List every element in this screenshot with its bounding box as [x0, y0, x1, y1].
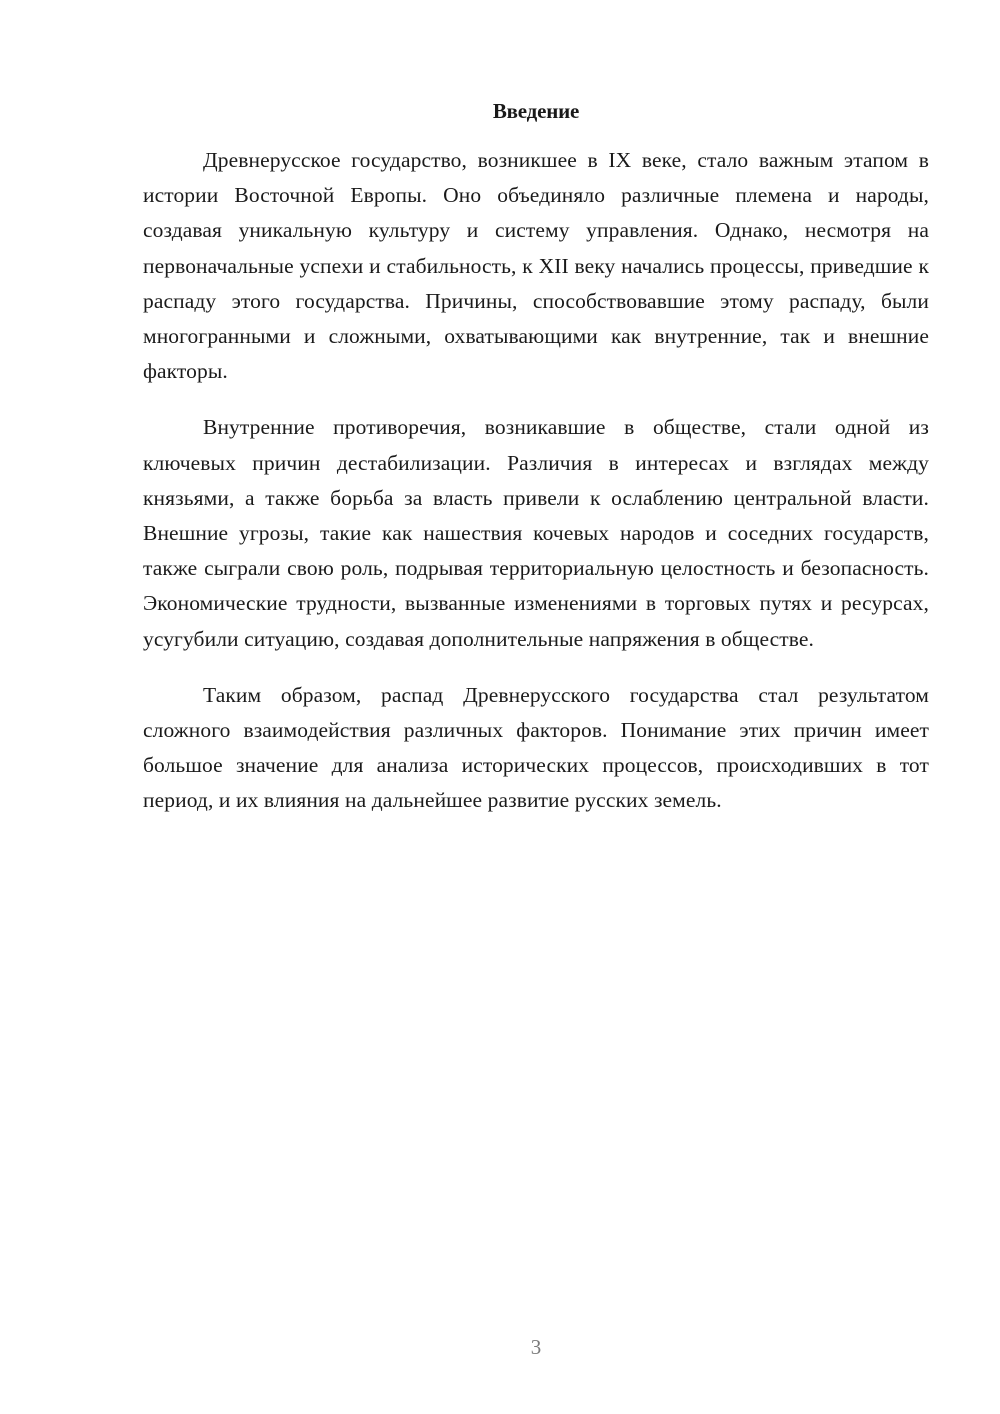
- paragraph-2: Внутренние противоречия, возникавшие в обществе, стали одной из ключевых причин дестабилизации. Различия в интересах и взглядах между князьями, а также борьба за власть привели к ослаблению центральной власти. Внешние угрозы, такие как нашествия кочевых народов и соседних государств, также сыграли свою роль, подрывая территориальную целостность и безопасность. Экономические трудности, вызванные изменениями в торговых путях и ресурсах, усугубили ситуацию, создавая дополнительные напряжения в обществе.: [143, 415, 929, 651]
- paragraph-1: Древнерусское государство, возникшее в IX веке, стало важным этапом в истории Восточной Европы. Оно объединяло различные племена и народы, создавая уникальную культуру и систему управления. Однако, несмотря на первоначальные успехи и стабильность, к XII веку начались процессы, приведшие к распаду этого государства. Причины, способствовавшие этому распаду, были многогранными и сложными, охватывающими как внутренние, так и внешние факторы.: [143, 148, 929, 384]
- page-number: 3: [530, 1335, 542, 1359]
- section-heading: Введение: [492, 99, 580, 123]
- paragraph-3: Таким образом, распад Древнерусского государства стал результатом сложного взаимодействия различных факторов. Понимание этих причин имеет большое значение для анализа исторических процессов, происходивших в тот период, и их влияния на дальнейшее развитие русских земель.: [143, 682, 929, 813]
- page-content: [143, 96, 929, 840]
